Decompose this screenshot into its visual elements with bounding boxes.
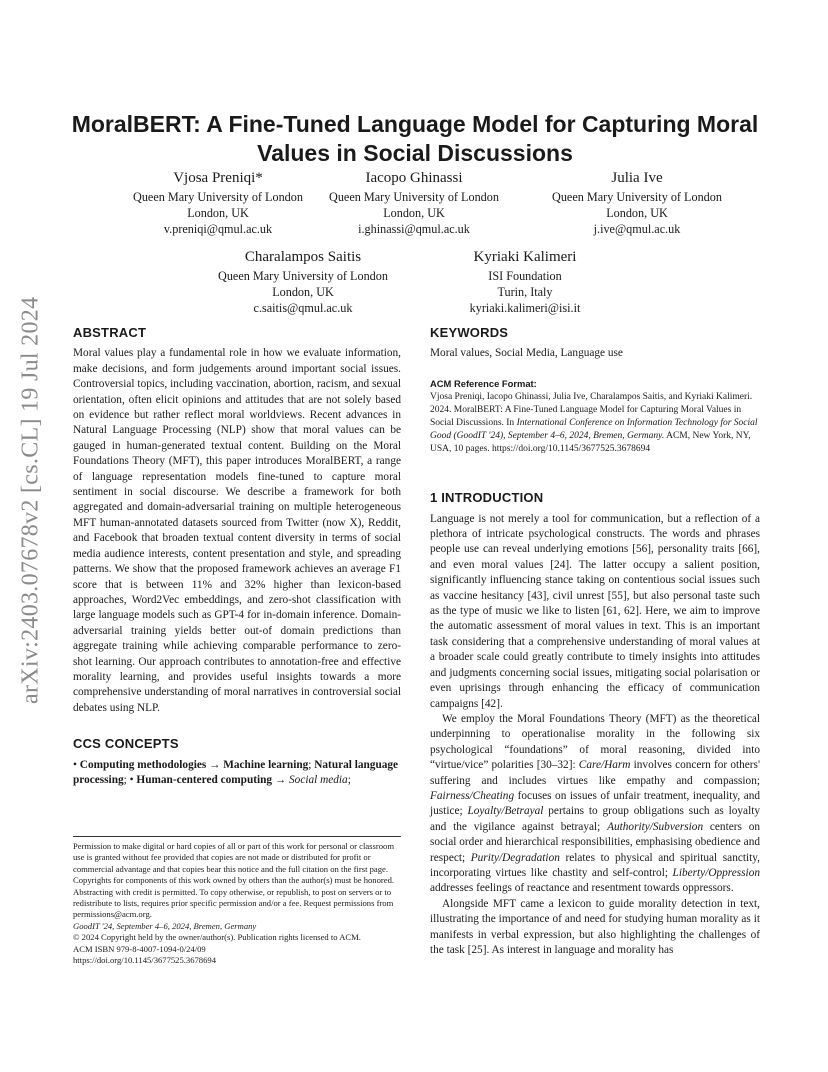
- intro-paragraph: We employ the Moral Foundations Theory (MFT) as the theoretical underpinning to operationalise morality in the following six psychological “foundations” of moral reasoning, divided into “virtue/vice” polarities [30–32]: Care/Harm involves concern for others' suffering and includes virtues like empathy and compassion; Fairness/Cheating focuses on issues of unfair treatment, inequality, and justice; Loyalty/Betrayal pertains to group obligations such as loyalty and the vigilance against betrayal; Authority/Subversion centers on social order and hierarchical responsibilities, emphasising obedience and respect; Purity/Degradation relates to physical and spiritual sanctity, incorporating virtues like chastity and self-control; Liberty/Oppression addresses feelings of reactance and resentment towards oppressors.: [430, 712, 761, 895]
- acm-reference-text: Vjosa Preniqi, Iacopo Ghinassi, Julia Ive, Charalampos Saitis, and Kyriaki Kalimeri. 2024. MoralBERT: A Fine-Tuned Language Model for Capturing Moral Values in Social Discussions. In International Conference on Information Technology for Social Good (GoodIT '24), September 4–6, 2024, Bremen, Germany. ACM, New York, NY, USA, 10 pages. https://doi.org/10.1145/3677525.3678694: [430, 392, 758, 455]
- arrow: →: [209, 758, 221, 771]
- bullet: •: [129, 773, 134, 786]
- author-affiliation: Queen Mary University of London: [329, 190, 499, 204]
- copyright-line: © 2024 Copyright held by the owner/author(s). Publication rights licensed to ACM.: [73, 932, 361, 943]
- bullet: •: [73, 758, 77, 771]
- ccs-term: Social media: [289, 773, 348, 786]
- author-block: [410, 247, 640, 316]
- author-name: Charalampos Saitis: [244, 249, 362, 265]
- ccs-term: Computing methodologies: [79, 758, 207, 771]
- abstract-heading: ABSTRACT: [73, 325, 147, 340]
- left-column: [73, 325, 401, 788]
- author-email[interactable]: i.ghinassi@qmul.ac.uk: [358, 222, 470, 236]
- author-affiliation: ISI Foundation: [488, 269, 562, 283]
- ccs-term: Machine learning: [223, 758, 309, 771]
- author-name: Iacopo Ghinassi: [365, 170, 463, 186]
- author-name: Julia Ive: [611, 170, 663, 186]
- author-location: London, UK: [383, 206, 445, 220]
- acm-reference-heading: ACM Reference Format:: [430, 377, 537, 389]
- author-email[interactable]: c.saitis@qmul.ac.uk: [253, 301, 353, 315]
- author-location: London, UK: [272, 285, 334, 299]
- author-email[interactable]: kyriaki.kalimeri@isi.it: [469, 301, 581, 315]
- paper-title: MoralBERT: A Fine-Tuned Language Model for Capturing Moral Values in Social Discussions: [71, 111, 759, 166]
- arrow: →: [274, 773, 287, 786]
- author-location: London, UK: [606, 206, 668, 220]
- author-affiliation: Queen Mary University of London: [552, 190, 722, 204]
- author-email[interactable]: j.ive@qmul.ac.uk: [593, 222, 681, 236]
- keywords-heading: KEYWORDS: [430, 325, 509, 340]
- introduction-heading: 1 INTRODUCTION: [430, 490, 544, 506]
- permission-footnote: [73, 836, 401, 966]
- abstract-text: Moral values play a fundamental role in how we evaluate information, make decisions, and form judgements around important social issues. Controversial topics, including vaccination, abortion, racism, and sexual orientation, often elicit opinions and attitudes that are not solely based on evidence but rather reflect moral worldviews. Recent advances in Natural Language Processing (NLP) show that moral values can be gauged in human-generated textual content. Building on the Moral Foundations Theory (MFT), this paper introduces MoralBERT, a range of language representation models fine-tuned to capture moral sentiment in social discourse. We describe a framework for both aggregated and domain-adversarial training on multiple heterogeneous MFT human-annotated datasets sourced from Twitter (now X), Reddit, and Facebook that broaden textual content diversity in terms of social media audience interests, content presentation and style, and spreading patterns. We show that the proposed framework achieves an average F1 score that is between 11% and 32% higher than lexicon-based approaches, Word2Vec embeddings, and zero-shot classification with large language models such as GPT-4 for in-domain inference. Domain-adversarial training yields better out-of domain predictions than aggregate training while achieving comparable performance to zero-shot learning. Our approach contributes to annotation-free and effective morality learning, and provides useful insights towards a more comprehensive understanding of moral narratives in controversial social debates using NLP.: [73, 347, 401, 714]
- author-name: Kyriaki Kalimeri: [473, 249, 577, 265]
- author-location: London, UK: [187, 206, 249, 220]
- ccs-heading: CCS CONCEPTS: [73, 736, 179, 752]
- author-block: [522, 168, 752, 237]
- author-block: [299, 168, 529, 237]
- venue-line: GoodIT '24, September 4–6, 2024, Bremen, Germany: [73, 920, 257, 931]
- intro-paragraph: Language is not merely a tool for communication, but a reflection of a plethora of intricate psychological constructs. The words and phrases people use can reveal underlying emotions [56], personality traits [66], and even moral values [24]. The latter occupy a salient position, significantly influencing stance taking on contentious social issues such as vaccine hesitancy [43], civil unrest [55], but also personal taste such as the type of music we like to listen [61, 62]. Here, we aim to improve the automatic assessment of moral values in text. This is an important task considering that a comprehensive understanding of moral values at a broader scale could greatly contribute to timely insights into attitudes and judgments concerning social issues, mitigating social polarisation or even uprisings through enhancing the efficacy of communication campaigns [42].: [430, 512, 760, 710]
- author-location: Turin, Italy: [497, 285, 553, 299]
- author-name: Vjosa Preniqi*: [173, 170, 263, 186]
- arxiv-identifier: arXiv:2403.07678v2 [cs.CL] 19 Jul 2024: [17, 296, 44, 704]
- isbn-line: ACM ISBN 979-8-4007-1094-0/24/09: [73, 943, 206, 954]
- keywords-text: Moral values, Social Media, Language use: [430, 347, 623, 360]
- permission-text: Permission to make digital or hard copies of all or part of this work for personal or classroom use is granted without fee provided that copies are not made or distributed for profit or commercial advantage and that copies bear this notice and the full citation on the first page. Copyrights for components of this work owned by others than the author(s) must be honored. Abstracting with credit is permitted. To copy otherwise, or republish, to post on servers or to redistribute to lists, requires prior specific permission and/or a fee. Request permissions from permissions@acm.org.: [73, 841, 395, 920]
- author-affiliation: Queen Mary University of London: [218, 269, 388, 283]
- doi-link[interactable]: https://doi.org/10.1145/3677525.3678694: [73, 955, 216, 966]
- ccs-term: Human-centered computing: [136, 773, 273, 786]
- ccs-term: Natural language processing: [73, 758, 399, 786]
- intro-paragraph: Alongside MFT came a lexicon to guide morality detection in text, illustrating the importance of and need for studying human morality as it manifests in verbal expression, but also highlighting the challenges of the task [25]. As interest in language and morality has: [430, 897, 760, 956]
- right-column: [430, 325, 760, 958]
- author-block: [188, 247, 418, 316]
- author-email[interactable]: v.preniqi@qmul.ac.uk: [163, 222, 273, 236]
- ccs-concepts: • Computing methodologies → Machine learning; Natural language processing; • Human-centered computing → Social media;: [73, 758, 399, 786]
- author-affiliation: Queen Mary University of London: [133, 190, 303, 204]
